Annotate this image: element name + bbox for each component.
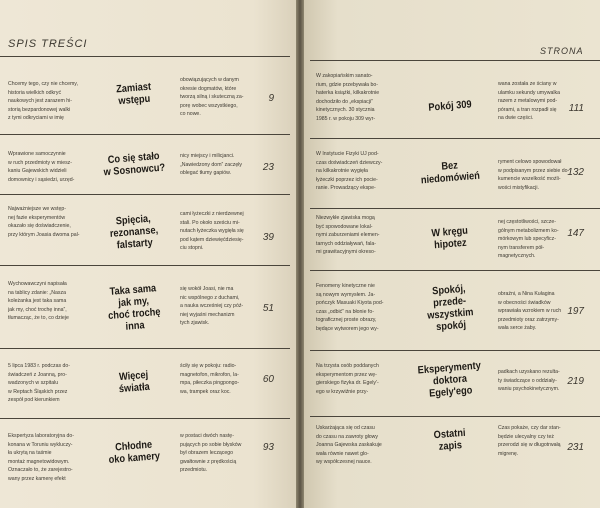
entry-page-number: 147 [567, 228, 584, 239]
entry-description: ryment celowo spowodował w podpisanym przez siebie do- kumencie wszelkość możli- wości mistyfikacji. [498, 159, 570, 191]
entry-intro: Uskarżająca się od czasu do czasu na zawroty głowy Joanna Gajewska zaskakuje wała równie nawet glo- wy współczesnej nauce. [316, 425, 382, 466]
entry-title: Ostatni zapis [433, 426, 466, 453]
entry-divider [310, 416, 600, 417]
entry-page-number: 23 [262, 162, 274, 173]
entry-divider [310, 208, 600, 209]
entry-divider [310, 350, 600, 351]
entry-description: nicy miejscy i milicjanci. „Nawiedzony dom” zaczęły oblegać tłumy gapiów. [180, 153, 242, 177]
entry-intro: Wychowawczyni napisała na tablicy zdanie: „Nasza koleżanka jest taka sama jak my, choć trochę inna”, tłumacząc, że to, co dzieje [8, 281, 69, 322]
entry-title: Taka sama jak my, choć trochę inna [107, 282, 161, 333]
entry-title: Więcej światła [118, 368, 151, 396]
entry-title: Spięcia, rezonanse, falstarty [109, 212, 159, 252]
entry-title: Chłodne oko kamery [108, 438, 161, 467]
entry-divider [0, 194, 290, 195]
entry-intro: Fenomeny kinetyczne nie są nowym wymysłem. Ja- pończyk Masuaki Kiyota pod- czas „odbić” na błonie fo- tograficznej proste obrazy, będące wytworem jego wy- [316, 283, 384, 332]
header-rule-left [0, 56, 290, 57]
entry-divider [0, 265, 290, 266]
entry-description: się wokół Joasi, nie ma nic wspólnego z duchami, a nauka wcześniej czy póź- niej wyjaśni mechanizm tych zjawisk. [180, 286, 244, 327]
entry-description: cami łyżeczki z nierdzewnej stali. Po około sześciu mi- nutach łyżeczka wygięła się pod kątem dziewięćdziesię- ciu stopni. [180, 211, 244, 252]
entry-title: Zamiast wstępu [115, 80, 152, 108]
entry-intro: 5 lipca 1983 r. podczas do- świadczeń z Joanną, pro- wadzonych w szpitalu w Reptach Śląskich przez zespół pod kierunkiem [8, 363, 71, 404]
entry-intro: Na trzysta osób poddanych eksperymentom przez wę- gierskiego fizyka dr. Egely'- ego w krzywiźnie przy- [316, 363, 379, 395]
entry-divider [0, 418, 290, 419]
entry-title: Pokój 309 [428, 98, 472, 114]
entry-page-number: 132 [567, 167, 584, 178]
entry-page-number: 51 [262, 303, 274, 314]
entry-intro: Chcemy tego, czy nie chcemy, historia wielkich odkryć naukowych jest zarazem hi- storią bezpardonowej walki z tymi odkryciami w imię [8, 81, 78, 122]
entry-divider [310, 270, 600, 271]
entry-intro: Niezwykłe zjawiska mogą być spowodowane lokal- nymi zaburzeniami elemen- tarnych oddziaływań, fala- mi grawitacyjnymi okreso- [316, 215, 380, 256]
entry-description: obraźni, a Nina Kułagina w obecności świadków wprawiała wzrokiem w ruch przedmioty oraz zatrzymy- wała serce żaby. [498, 291, 562, 332]
entry-page-number: 197 [567, 306, 584, 317]
entry-description: wana została ze ściany w ulamku sekundy umywalka razem z metalowymi pod- pórami, a tran rozpadł się na dwie części. [498, 81, 560, 122]
right-page [302, 0, 600, 508]
entry-page-number: 93 [262, 442, 274, 453]
book-spine [296, 0, 304, 508]
entry-page-number: 219 [567, 376, 584, 387]
entry-description: Czas pokaże, czy dar stan- będzie ulecyalny czy też przerodzi się w długotrwałą migrenę. [498, 425, 561, 457]
entry-divider [0, 134, 290, 135]
entry-intro: W Instytucie Fizyki UJ pod- czas doświadczeń dziewczy- na kilkakrotnie wygięła łyżeczki poprzez ich pocie- ranie. Prowadzący ekspe- [316, 151, 383, 192]
left-page [0, 0, 298, 508]
entry-description: obowiązujących w danym okresie dogmatów, które tworzą silną i skuteczną za- porę wobec wszystkiego, co nowe. [180, 77, 244, 118]
entry-page-number: 39 [262, 232, 274, 243]
page-column-heading: STRONA [540, 46, 584, 56]
entry-description: ściły się w pokoju: radio- magnetofon, mikrofon, la- mpa, piłeczka pingpongo- wa, trampek oraz koc. [180, 363, 240, 395]
header-rule-right [310, 60, 600, 61]
entry-intro: W zakopiańskim sanato- rium, gdzie przebywała bo- haterka książki, kilkakrotnie dochodziło do „ekspiacji” kinetycznych. 30 stycznia 1985 r. w pokoju 309 wyr- [316, 73, 380, 122]
entry-description: w postaci dwóch nastę- pujących po sobie błysków był obrazem leczącego gwałtownie z prędkością przedmiotu. [180, 433, 242, 474]
entry-page-number: 111 [568, 103, 584, 114]
entry-title: Spokój, przede- wszystkim spokój [426, 282, 474, 334]
entry-intro: Wprawione samoczynnie w ruch przedmioty w miesz- kaniu Gajewskich widzieli domownicy i sąsiedzi, urzęd- [8, 151, 75, 183]
entry-page-number: 9 [268, 93, 274, 104]
entry-title: W kręgu hipotez [431, 224, 469, 252]
entry-intro: Najważniejsze we wstęp- nej fazie eksperymentów okazało się doświadczenie, przy którym Joasia dwoma pal- [8, 206, 80, 238]
entry-description: padkach uzyskano rezulta- ty świadczące o oddziały- waniu psychokinetycznym. [498, 369, 560, 393]
entry-title: Co się stało w Sosnowcu? [103, 149, 166, 179]
contents-heading: SPIS TREŚCI [8, 38, 88, 50]
entry-intro: Ekspertyza laboratoryjna do- konana w Toruniu wykluczy- ła ukrytą na taśmie montaż magnetowidowym. Oznaczało to, że zarejestro- wany przez kamerę efekt [8, 433, 75, 482]
entry-title: Bez niedomówień [420, 159, 481, 187]
entry-title: Eksperymenty doktora Egely'ego [417, 359, 482, 400]
entry-description: nej częstotliwości, szcze- gólnym metabolizmem ko- mórkowym lub specyficz- nym transferem pół- magnetycznych. [498, 219, 559, 260]
entry-divider [0, 348, 290, 349]
entry-page-number: 60 [262, 374, 274, 385]
entry-divider [310, 138, 600, 139]
entry-page-number: 231 [567, 442, 584, 453]
